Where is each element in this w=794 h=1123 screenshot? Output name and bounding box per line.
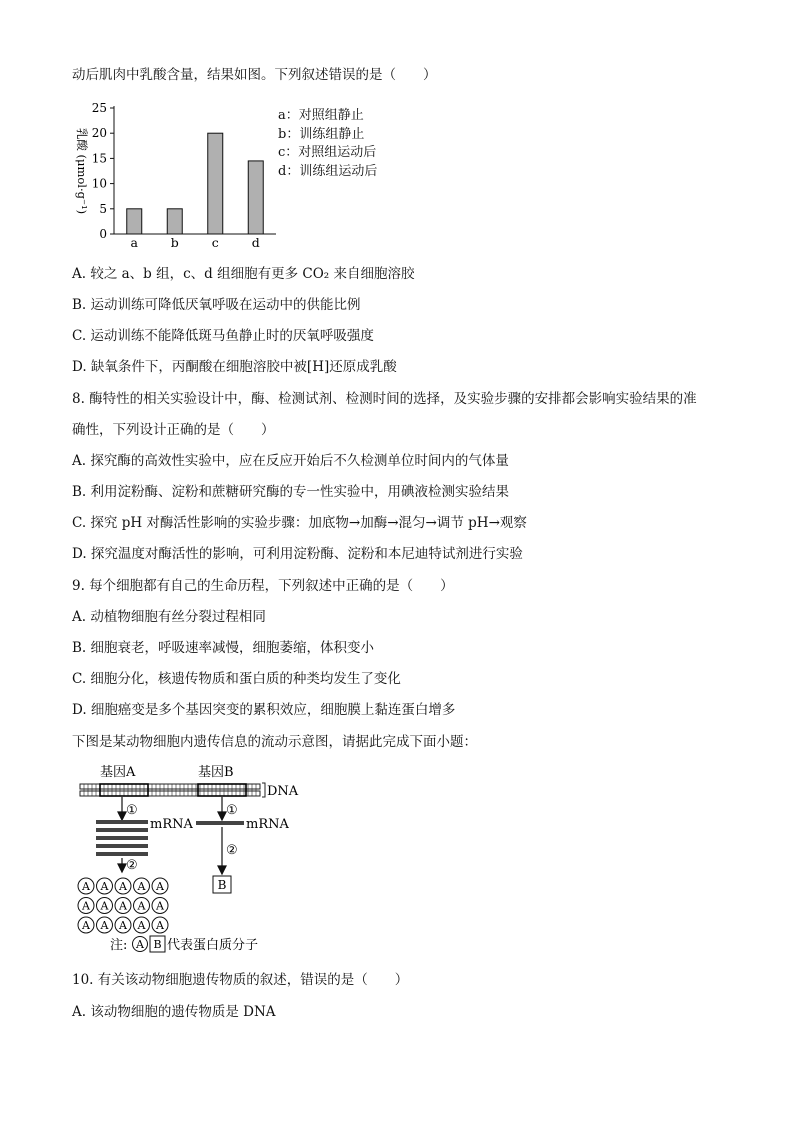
- bar-c: [208, 133, 223, 234]
- chart-legend: [278, 107, 377, 181]
- step1-label-b: ①: [226, 803, 238, 818]
- step1-label-a: ①: [126, 803, 138, 818]
- protein-a-label: A: [156, 880, 164, 893]
- protein-b-label: B: [217, 878, 227, 892]
- bar-a: [127, 209, 142, 234]
- y-tick-label: 5: [99, 201, 107, 216]
- note-suffix: 代表蛋白质分子: [167, 938, 259, 953]
- mrna-stack-a: [96, 820, 148, 856]
- legend-item-a: a：对照组静止: [278, 108, 364, 123]
- q7-stem-tail: 动后肌肉中乳酸含量，结果如图。下列叙述错误的是（ ）: [72, 67, 437, 83]
- x-tick-label-c: c: [211, 235, 219, 250]
- note-circle-a: A: [136, 938, 144, 951]
- legend-item-b: b：训练组静止: [278, 126, 365, 142]
- note-prefix: 注:: [110, 938, 128, 953]
- mrna-label-a: mRNA: [150, 817, 193, 832]
- protein-a-label: A: [137, 919, 146, 932]
- protein-a-label: A: [137, 880, 146, 893]
- mrna-label-b: mRNA: [246, 817, 289, 832]
- bar-b: [167, 209, 182, 234]
- mrna-b: [196, 821, 244, 825]
- legend-item-d: d：训练组运动后: [278, 163, 378, 179]
- q10-option-a: A. 该动物细胞的遗传物质是 DNA: [72, 1004, 276, 1020]
- gene-expression-diagram: [72, 762, 312, 958]
- chart-bars: [127, 133, 264, 250]
- step2-label-b: ②: [226, 843, 238, 858]
- protein-a-label: A: [82, 880, 90, 893]
- protein-a-molecules: [78, 878, 168, 933]
- protein-a-label: A: [100, 919, 109, 932]
- q9-stem: 9. 每个细胞都有自己的生命历程，下列叙述中正确的是（ ）: [72, 578, 454, 594]
- note-box-b: B: [153, 938, 162, 951]
- y-tick-label: 15: [91, 151, 107, 166]
- legend-item-c: c：对照组运动后: [278, 145, 377, 160]
- dna-label: DNA: [267, 784, 299, 799]
- x-tick-label-d: d: [251, 235, 260, 250]
- q8-stem-line2: 确性，下列设计正确的是（ ）: [72, 422, 275, 438]
- gene-b-label: 基因B: [198, 765, 234, 780]
- y-tick-label: 25: [91, 101, 107, 115]
- x-tick-label-b: b: [170, 235, 179, 250]
- lactic-acid-bar-chart: [66, 98, 286, 254]
- q7-option-a: A. 较之 a、b 组，c、d 组细胞有更多 CO₂ 来自细胞溶胶: [72, 266, 415, 282]
- q9-option-a: A. 动植物细胞有丝分裂过程相同: [72, 609, 266, 625]
- y-tick-label: 10: [91, 176, 107, 191]
- q7-option-c: C. 运动训练不能降低斑马鱼静止时的厌氧呼吸强度: [72, 328, 374, 344]
- q9-option-d: D. 细胞癌变是多个基因突变的累积效应，细胞膜上黏连蛋白增多: [72, 702, 456, 718]
- q8-option-a: A. 探究酶的高效性实验中，应在反应开始后不久检测单位时间内的气体量: [72, 453, 509, 469]
- q8-option-c: C. 探究 pH 对酶活性影响的实验步骤：加底物→加酶→混匀→调节 pH→观察: [72, 515, 527, 531]
- dna-strand: [80, 783, 265, 797]
- protein-a-label: A: [137, 899, 146, 913]
- q9-option-c: C. 细胞分化，核遗传物质和蛋白质的种类均发生了变化: [72, 671, 401, 687]
- protein-a-label: A: [100, 899, 109, 913]
- q7-option-b: B. 运动训练可降低厌氧呼吸在运动中的供能比例: [72, 297, 361, 313]
- protein-a-label: A: [156, 899, 164, 913]
- y-axis-label: 乳酸 (μmol·g⁻¹): [75, 127, 89, 215]
- diagram-intro: 下图是某动物细胞内遗传信息的流动示意图，请据此完成下面小题：: [72, 734, 477, 750]
- q8-option-b: B. 利用淀粉酶、淀粉和蔗糖研究酶的专一性实验中，用碘液检测实验结果: [72, 484, 510, 500]
- q7-option-d: D. 缺氧条件下，丙酮酸在细胞溶胶中被[H]还原成乳酸: [72, 359, 397, 375]
- gene-a-label: 基因A: [100, 765, 136, 780]
- protein-a-label: A: [119, 919, 127, 932]
- protein-a-label: A: [119, 899, 127, 913]
- protein-a-label: A: [119, 880, 127, 893]
- q8-option-d: D. 探究温度对酶活性的影响，可利用淀粉酶、淀粉和本尼迪特试剂进行实验: [72, 546, 523, 562]
- protein-a-label: A: [82, 919, 90, 932]
- bar-d: [248, 161, 263, 234]
- q9-option-b: B. 细胞衰老，呼吸速率减慢，细胞萎缩，体积变小: [72, 640, 375, 656]
- x-tick-label-a: a: [130, 235, 138, 250]
- protein-a-label: A: [82, 899, 90, 913]
- step2-label-a: ②: [126, 858, 138, 873]
- protein-a-label: A: [100, 880, 109, 893]
- y-tick-label: 20: [91, 126, 107, 141]
- protein-a-label: A: [156, 919, 164, 932]
- y-tick-label: 0: [99, 227, 107, 241]
- q10-stem: 10. 有关该动物细胞遗传物质的叙述，错误的是（ ）: [72, 972, 409, 988]
- q8-stem-line1: 8. 酶特性的相关实验设计中，酶、检测试剂、检测时间的选择，及实验步骤的安排都会影响实验结果的准: [72, 391, 697, 407]
